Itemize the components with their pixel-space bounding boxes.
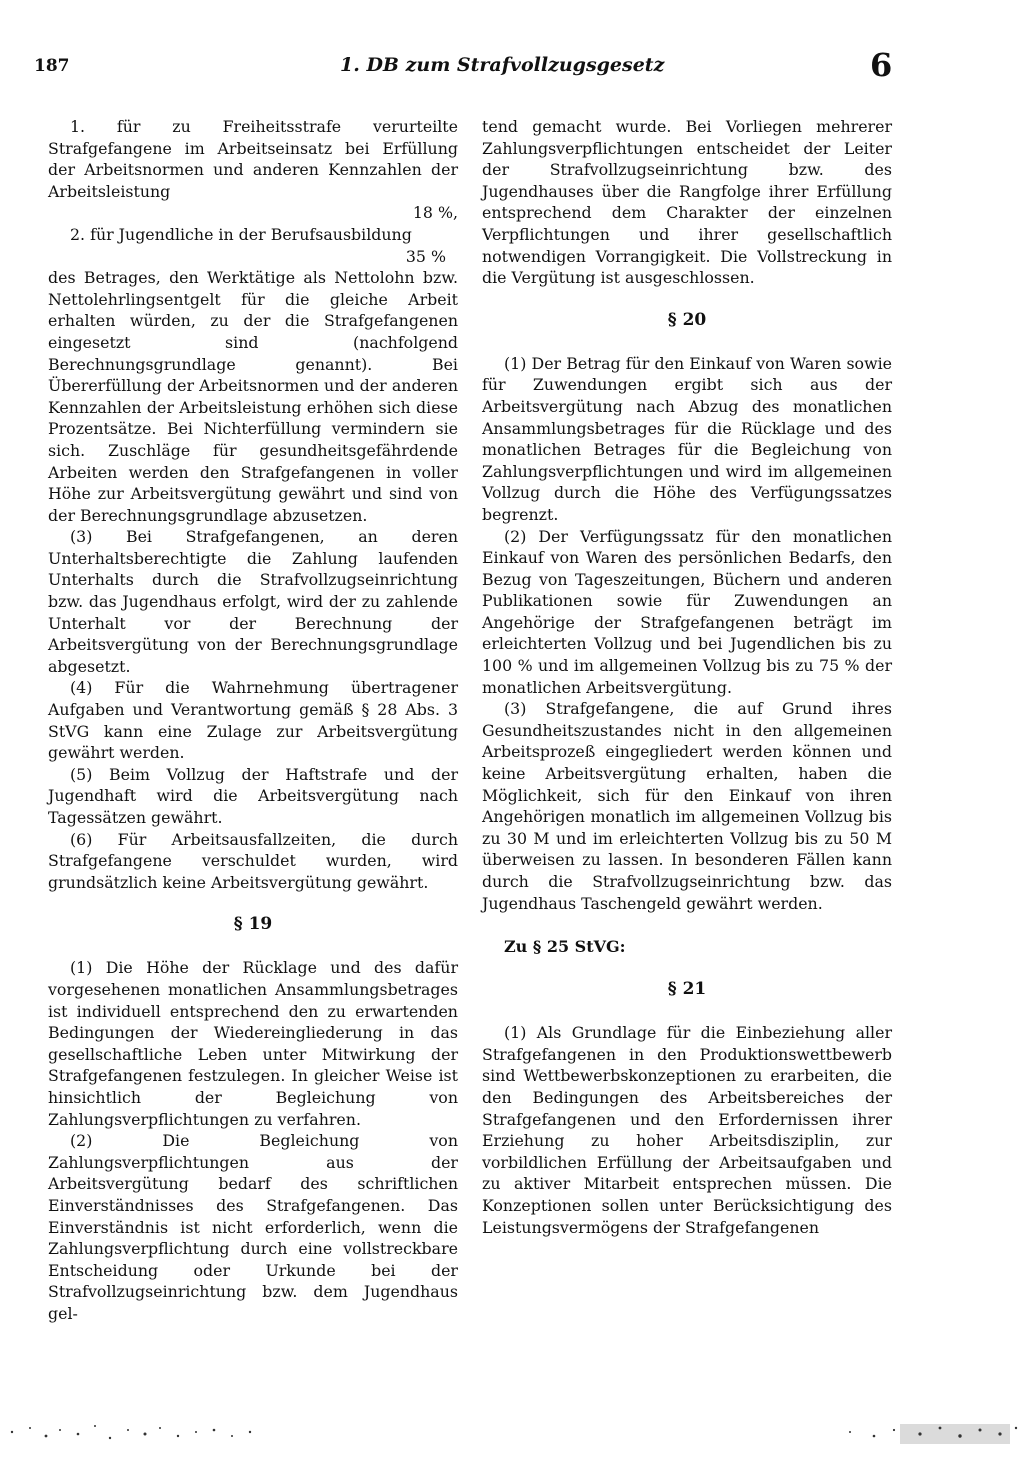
section-20-paragraph-2: (2) Der Verfügungssatz für den monatlichen Einkauf von Waren des persönlichen Bedarfs, den Bezug von Tageszeitungen, Büchern und anderen Publikationen sowie für Zuwendungen an Angehörige der Strafgefangenen beträgt im erleichterten Vollzug und bei Jugendlichen bis zu 100 % und im allgemeinen Vollzug bis zu 75 % der monatlichen Arbeitsvergütung. — [482, 526, 892, 697]
right-column — [482, 116, 892, 1238]
section-21-paragraph-1: (1) Als Grundlage für die Einbeziehung aller Strafgefangenen in den Produktionswettbewerb sind Wettbewerbskonzeptionen zu erarbeiten, die den Bedingungen des Arbeitsbereiches der Strafgefangenen und den Erfordernissen ihrer Erziehung zu hoher Arbeitsdisziplin, zur vorbildlichen Erfüllung der Arbeitsaufgaben und zu aktiver Mitarbeit entsprechen müssen. Die Konzeptionen sollen unter Berücksichtigung des Leistungsvermögens der Strafgefangenen — [482, 1023, 892, 1237]
section-19-paragraph-2: (2) Die Begleichung von Zahlungsverpflichtungen aus der Arbeitsvergütung bedarf des schriftlichen Einverständnisses des Strafgefangenen. Das Einverständnis ist nicht erforderlich, wenn die Zahlungsverpflichtung durch eine vollstreckbare Entscheidung oder Urkunde bei der Strafvollzugseinrichtung bzw. dem Jugendhaus gel- — [48, 1131, 458, 1323]
item-2-continuation: des Betrages, den Werktätige als Nettolohn bzw. Nettolehrlingsentgelt für die gleiche Arbeit erhalten würden, zu der die Strafgefangenen eingesetzt sind (nachfolgend Berechnungsgrundlage genannt). Bei Übererfüllung der Arbeitsnormen und der anderen Kennzahlen der Arbeitsleistung erhöhen sich diese Prozentsätze. Bei Nichterfüllung vermindern sie sich. Zuschläge für gesundheitsgefährdende Arbeiten werden den Strafgefangenen in voller Höhe zur Arbeitsvergütung gewährt und sind von der Berechnungsgrundlage abzusetzen. — [48, 268, 458, 525]
list-item-1 — [48, 116, 458, 202]
scan-noise-right — [830, 1410, 1024, 1450]
section-heading-20: § 20 — [667, 309, 707, 330]
paragraph-5: (5) Beim Vollzug der Haftstrafe und der Jugendhaft wird die Arbeitsvergütung nach Tagessätzen gewährt. — [48, 764, 458, 827]
item-1-value: 18 %, — [412, 203, 458, 223]
paragraph-3: (3) Bei Strafgefangenen, an deren Unterhaltsberechtigte die Zahlung laufenden Unterhalts durch die Strafvollzugseinrichtung bzw. das Jugendhaus erfolgt, wird der zu zahlende Unterhalt vor der Berechnung der Arbeitsvergütung von der Berechnungsgrundlage abgesetzt. — [48, 527, 458, 676]
list-item-2 — [48, 224, 458, 246]
chapter-number: 6 — [870, 46, 893, 84]
section-19-continuation: tend gemacht wurde. Bei Vorliegen mehrerer Zahlungsverpflichtungen entscheidet der Leiter der Strafvollzugseinrichtung bzw. des Jugendhauses über die Rangfolge ihrer Erfüllung entsprechend dem Charakter der einzelnen Verpflichtungen und ihrer gesellschaftlich notwendigen Vorrangigkeit. Die Vollstreckung in die Vergütung ist ausgeschlossen. — [482, 117, 892, 288]
running-title: 1. DB zum Strafvollzugsgesetz — [340, 54, 665, 76]
section-heading-19: § 19 — [233, 914, 273, 935]
paragraph-6: (6) Für Arbeitsausfallzeiten, die durch Strafgefangene verschuldet wurden, wird grundsätzlich keine Arbeitsvergütung gewährt. — [48, 829, 458, 892]
section-19-paragraph-1: (1) Die Höhe der Rücklage und des dafür vorgesehenen monatlichen Ansammlungsbetrages ist individuell entsprechend den zu erwartenden Bedingungen der Wiedereingliederung in das gesellschaftliche Leben unter Mitwirkung der Strafgefangenen festzulegen. In gleicher Weise ist hinsichtlich der Begleichung von Zahlungsverpflichtungen zu verfahren. — [48, 958, 458, 1129]
left-column — [48, 116, 458, 1324]
item-2-value-row — [48, 246, 458, 268]
section-heading-21: § 21 — [667, 979, 707, 1000]
subheading-zu-25-stvg: Zu § 25 StVG: — [504, 937, 626, 957]
item-1-value-row — [48, 202, 458, 224]
item-2-text: 2. für Jugendliche in der Berufsausbildung — [70, 224, 412, 244]
item-2-value: 35 % — [405, 246, 446, 266]
item-1-text: 1. für zu Freiheitsstrafe verurteilte Strafgefangene im Arbeitseinsatz bei Erfüllung der Arbeitsnormen und anderen Kennzahlen der Arbeitsleistung — [48, 117, 458, 201]
section-20-paragraph-3: (3) Strafgefangene, die auf Grund ihres Gesundheitszustandes nicht in den allgemeinen Arbeitsprozeß eingegliedert werden können und keine Arbeitsvergütung erhalten, haben die Möglichkeit, sich für den Einkauf von ihren Angehörigen monatlich im allgemeinen Vollzug bis zu 30 M und im erleichterten Vollzug bis zu 50 M überweisen zu lassen. In besonderen Fällen kann durch die Strafvollzugseinrichtung bzw. das Jugendhaus Taschengeld gewährt werden. — [482, 699, 892, 913]
paragraph-4: (4) Für die Wahrnehmung übertragener Aufgaben und Verantwortung gemäß § 28 Abs. 3 StVG kann eine Zulage zur Arbeitsvergütung gewährt werden. — [48, 678, 458, 763]
page-header — [0, 46, 1024, 88]
section-20-paragraph-1: (1) Der Betrag für den Einkauf von Waren sowie für Zuwendungen ergibt sich aus der Arbeitsvergütung nach Abzug des monatlichen Ansammlungsbetrages für die Rücklage und des monatlichen Betrages für die Begleichung von Zahlungsverpflichtungen und wird im allgemeinen Vollzug durch die Höhe des Verfügungssatzes begrenzt. — [482, 353, 892, 524]
page-number: 187 — [34, 56, 70, 76]
scan-noise-left — [0, 1410, 260, 1450]
